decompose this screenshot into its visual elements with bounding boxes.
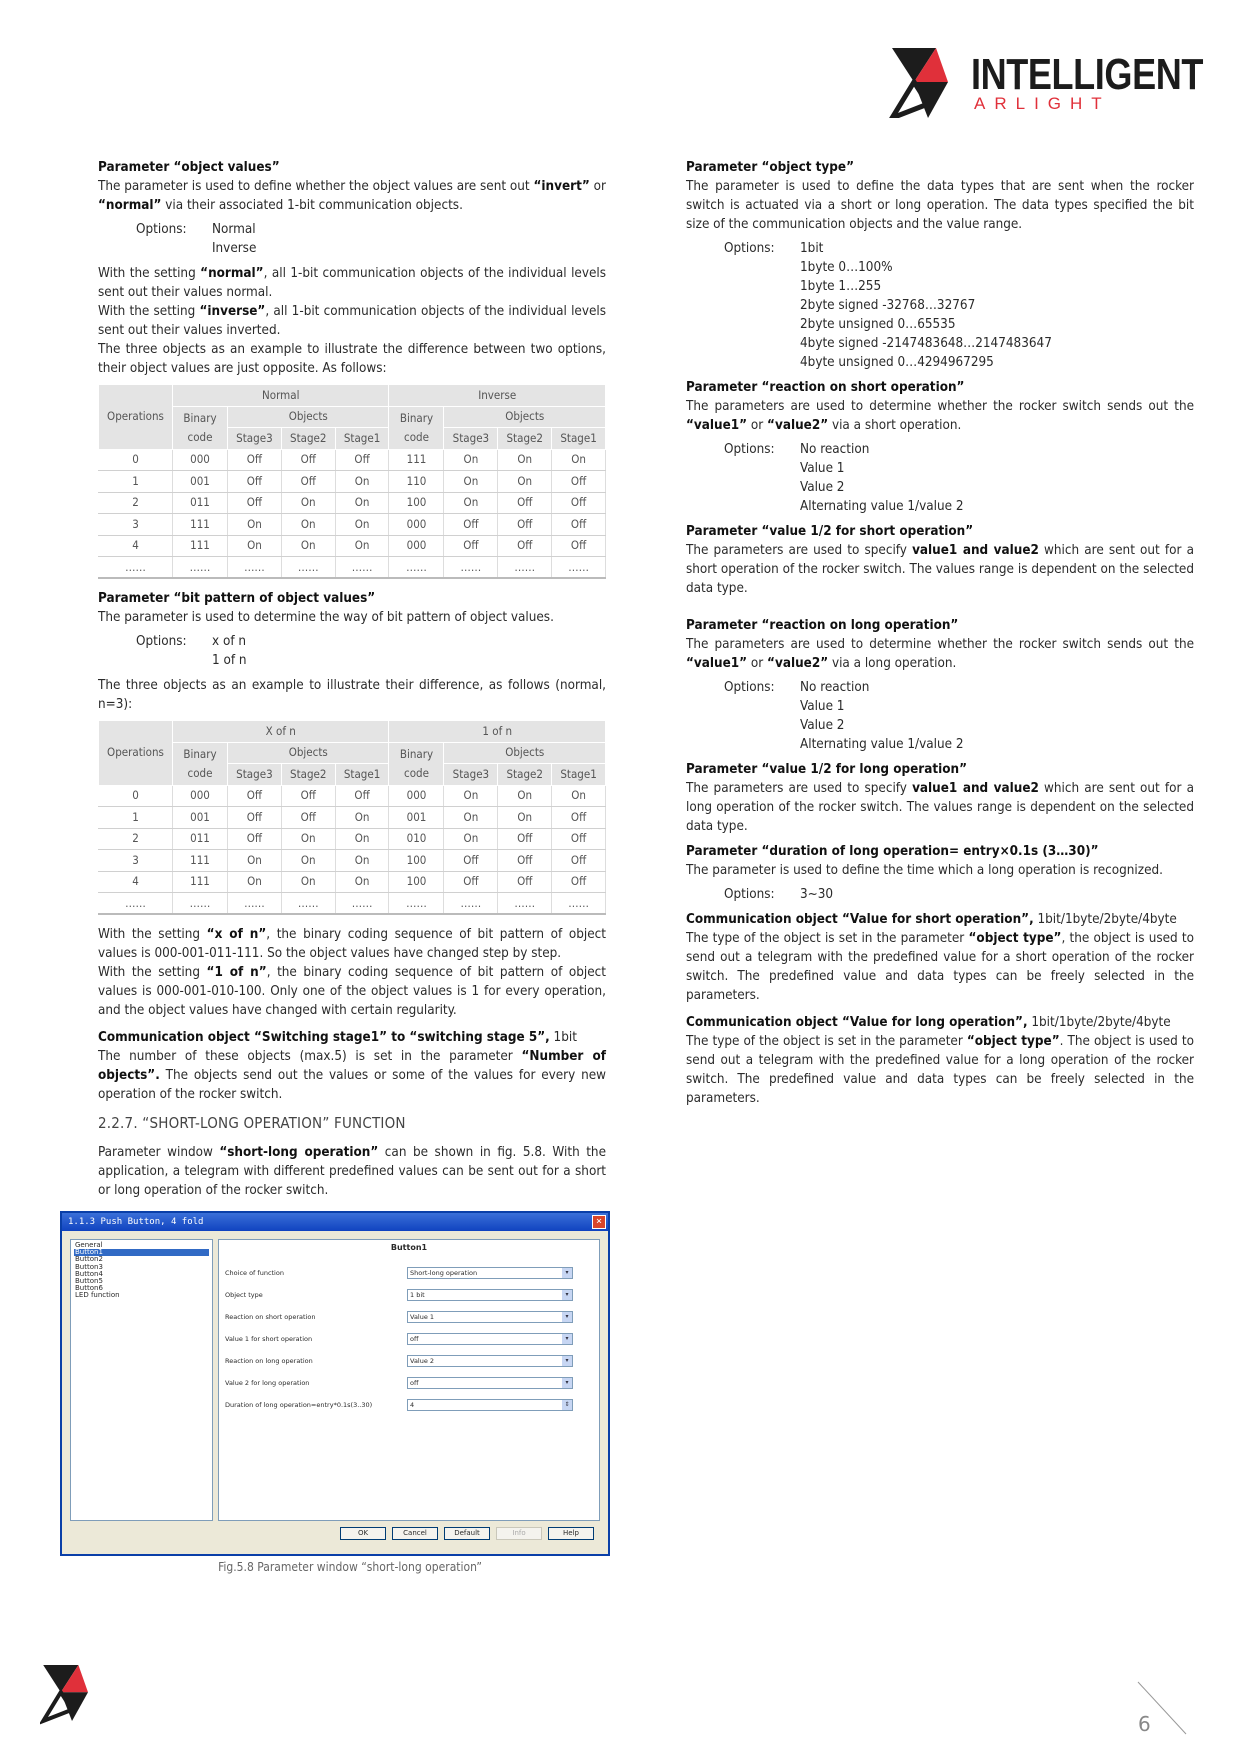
table-cell: …… [99, 557, 173, 579]
table-cell: 000 [173, 449, 228, 471]
table-cell: On [444, 492, 498, 514]
table-cell: …… [335, 557, 389, 579]
table-cell: Off [498, 492, 552, 514]
bit-pattern-desc: The parameter is used to determine the way of bit pattern of object values. [98, 610, 554, 625]
param-row: Value 1 for short operation off ▾ [225, 1333, 595, 1345]
table-cell: …… [173, 893, 228, 915]
switching-stage-object-title: Communication object “Switching stage1” to “switching stage 5”, 1bit [98, 1030, 577, 1045]
table-cell: On [552, 449, 606, 471]
brand-name: INTELLIGENT [971, 50, 1204, 99]
table-cell: …… [99, 893, 173, 915]
table-cell: Off [444, 871, 498, 893]
help-button[interactable]: Help [548, 1527, 594, 1540]
value-long-desc: The parameters are used to specify value1 and value2 which are sent out for a long operation of the rocker switch. The values range is dependent on the selected data type. [686, 781, 1194, 834]
table-cell: Off [444, 850, 498, 872]
duration-long-options: Options: 3~30 [724, 887, 834, 902]
value-short-title: Parameter “value 1/2 for short operation” [686, 524, 974, 539]
spinner-icon[interactable]: ⇕ [562, 1400, 572, 1410]
table-row [99, 514, 606, 536]
table-cell: Off [335, 449, 389, 471]
nav-item-button4[interactable]: Button4 [75, 1269, 103, 1278]
table-row [99, 807, 606, 829]
value-short-desc: The parameters are used to specify value1 and value2 which are sent out for a short operation of the rocker switch. The values range is dependent on the selected data type. [686, 543, 1194, 596]
table-row [99, 893, 606, 915]
table-cell: 0 [99, 785, 173, 807]
table-cell: 111 [173, 514, 228, 536]
table-cell: Off [228, 807, 282, 829]
table-cell: 0 [99, 449, 173, 471]
table-cell: …… [389, 893, 444, 915]
table-cell: Off [228, 449, 282, 471]
duration-long-desc: The parameter is used to define the time which a long operation is recognized. [686, 863, 1163, 878]
table-cell: On [281, 492, 335, 514]
table-cell: Off [228, 471, 282, 493]
table-cell: Off [498, 850, 552, 872]
table-cell: Off [498, 871, 552, 893]
switching-stage-object-desc: The number of these objects (max.5) is set in the parameter “Number of objects”. The objects send out the values or some of the values for every new operation of the rocker switch. [98, 1049, 606, 1102]
table-cell: 111 [173, 850, 228, 872]
table-cell: On [335, 807, 389, 829]
normal-setting-desc: With the setting “normal”, all 1-bit communication objects of the individual levels sent out their values normal. [98, 266, 607, 300]
table-cell: 100 [389, 850, 444, 872]
table-cell: On [498, 471, 552, 493]
table-cell: On [498, 785, 552, 807]
table-row [99, 557, 606, 579]
bit-pattern-title: Parameter “bit pattern of object values” [98, 591, 376, 606]
brand-subname: ARLIGHT [974, 94, 1111, 113]
param-row: Reaction on short operation Value 1 ▾ [225, 1311, 595, 1323]
object-type-options: Options: 1bit 1byte 0…100% 1byte 1…255 2byte signed -32768…32767 2byte unsigned 0…65535 4byte signed -2147483648…2147483647 4byte unsigned 0…4294967295 [724, 241, 1052, 370]
table-cell: On [444, 807, 498, 829]
table-cell: 011 [173, 492, 228, 514]
value-short-object-title: Communication object “Value for short operation”, 1bit/1byte/2byte/4byte [686, 912, 1177, 927]
left-column [98, 158, 606, 1200]
right-column [686, 158, 1194, 1108]
table-cell: 100 [389, 492, 444, 514]
xofn-1ofn-table-body [99, 785, 606, 914]
bit-pattern-options: Options: x of n 1 of n [136, 634, 247, 668]
nav-item-led-function[interactable]: LED function [75, 1291, 120, 1300]
table-cell: …… [552, 557, 606, 579]
xofn-desc: With the setting “x of n”, the binary coding sequence of bit pattern of object values is 000-001-011-111. So the object values have changed step by step. [98, 927, 606, 961]
dialog-parameter-panel [218, 1239, 600, 1521]
table-cell: On [281, 535, 335, 557]
table-cell: 110 [389, 471, 444, 493]
table-cell: 1 [99, 807, 173, 829]
section-title: 2.2.7. “SHORT-LONG OPERATION” FUNCTION [98, 1114, 406, 1132]
table-cell: On [335, 850, 389, 872]
table-cell: …… [281, 893, 335, 915]
table-cell: On [335, 492, 389, 514]
table-cell: Off [228, 492, 282, 514]
table-cell: …… [444, 557, 498, 579]
object-type-title: Parameter “object type” [686, 160, 854, 175]
table-cell: 000 [389, 514, 444, 536]
value-short-object-desc: The type of the object is set in the parameter “object type”, the object is used to send out a telegram with the predefined value for a short operation of the rocker switch. The predefined value and data types can be freely selected in the parameters. [686, 931, 1195, 1003]
chevron-down-icon[interactable]: ▾ [562, 1290, 572, 1300]
table-row [99, 785, 606, 807]
footer-logo-icon [40, 1660, 104, 1730]
table-cell: On [228, 514, 282, 536]
table-cell: Off [228, 785, 282, 807]
default-button[interactable]: Default [444, 1527, 490, 1540]
param-select[interactable]: Value 2 ▾ [407, 1355, 573, 1367]
param-select[interactable]: off ▾ [407, 1377, 573, 1389]
table-cell: …… [228, 557, 282, 579]
table-cell: …… [444, 893, 498, 915]
table-cell: 001 [173, 807, 228, 829]
table-cell: Off [552, 828, 606, 850]
param-select[interactable]: off ▾ [407, 1333, 573, 1345]
value-long-object-desc: The type of the object is set in the parameter “object type”. The object is used to send out a telegram with the predefined value for a long operation of the rocker switch. The predefined value and data types can be freely selected in the parameters. [686, 1034, 1194, 1106]
close-icon[interactable]: × [592, 1215, 606, 1229]
table-cell: On [444, 471, 498, 493]
table-row [99, 492, 606, 514]
param-stepper[interactable]: 4 ⇕ [407, 1399, 573, 1411]
dialog-titlebar: 1.1.3 Push Button, 4 fold × [62, 1213, 608, 1231]
cancel-button[interactable]: Cancel [392, 1527, 438, 1540]
nav-item-button6[interactable]: Button6 [75, 1284, 103, 1293]
table-cell: On [498, 449, 552, 471]
table-cell: 1 [99, 471, 173, 493]
table-cell: On [444, 785, 498, 807]
table-cell: Off [552, 492, 606, 514]
table-cell: Off [498, 514, 552, 536]
table-cell: Off [552, 850, 606, 872]
object-values-title: Parameter “object values” [98, 160, 280, 175]
table-cell: 3 [99, 850, 173, 872]
table-cell: Off [552, 471, 606, 493]
xofn-1ofn-table: Operations X of n 1 of n Binary code Objects Binary code Objects Stage3 Stage2 Stage1 Stage3 Stage2 Stage1 0 000 Off Off Off 000 On On On 1 001 Off Off On 001 On On Off 2 011 Off On On 010 On Off Off 3 111 On On On 100 Off Off Off 4 111 On On On 100 Off Off Off …… …… …… …… …… …… …… …… …… [98, 720, 606, 915]
reaction-short-options: Options: No reaction Value 1 Value 2 Alternating value 1/value 2 [724, 442, 964, 514]
table-cell: Off [281, 785, 335, 807]
table-cell: On [228, 871, 282, 893]
normal-inverse-table-body [99, 449, 606, 578]
dialog-nav-list [70, 1239, 213, 1521]
nav-item-general[interactable]: General [75, 1241, 103, 1249]
nav-item-button1[interactable]: Button1 [74, 1249, 209, 1256]
table-cell: …… [228, 893, 282, 915]
table-cell: On [281, 850, 335, 872]
table-cell: On [444, 449, 498, 471]
chevron-down-icon[interactable]: ▾ [562, 1356, 572, 1366]
brand-logo [888, 48, 1204, 118]
table-cell: Off [281, 807, 335, 829]
table-cell: On [281, 871, 335, 893]
param-select[interactable]: Short-long operation ▾ [407, 1267, 573, 1279]
param-select[interactable]: Value 1 ▾ [407, 1311, 573, 1323]
example-intro: The three objects as an example to illustrate the difference between two options, their object values are just opposite. As follows: [98, 342, 606, 376]
info-button[interactable]: Info [496, 1527, 542, 1540]
table-cell: 001 [173, 471, 228, 493]
table-cell: Off [281, 471, 335, 493]
reaction-long-options: Options: No reaction Value 1 Value 2 Alternating value 1/value 2 [724, 680, 964, 752]
table-row [99, 449, 606, 471]
table-cell: Off [552, 535, 606, 557]
logo-mark-icon [888, 48, 968, 118]
nav-item-button3[interactable]: Button3 [75, 1262, 103, 1271]
reaction-short-desc: The parameters are used to determine whether the rocker switch sends out the “value1” or “value2” via a short operation. [686, 399, 1194, 433]
table-cell: Off [228, 828, 282, 850]
table-cell: On [335, 871, 389, 893]
param-row: Reaction on long operation Value 2 ▾ [225, 1355, 595, 1367]
table-cell: 111 [173, 871, 228, 893]
inverse-setting-desc: With the setting “inverse”, all 1-bit communication objects of the individual levels sent out their values inverted. [98, 304, 607, 338]
table-cell: 111 [173, 535, 228, 557]
object-type-desc: The parameter is used to define the data types that are sent when the rocker switch is actuated via a short or long operation. The data types specified the bit size of the communication objects and the value range. [686, 179, 1194, 232]
table-cell: On [498, 807, 552, 829]
table-cell: On [444, 828, 498, 850]
table-cell: On [281, 514, 335, 536]
table-cell: 4 [99, 535, 173, 557]
table-cell: On [335, 828, 389, 850]
table-cell: 000 [173, 785, 228, 807]
table-cell: 000 [389, 785, 444, 807]
table-cell: Off [552, 871, 606, 893]
short-long-intro: Parameter window “short-long operation” can be shown in fig. 5.8. With the application, a telegram with different predefined values can be sent out for a short or long operation of the rocker switch. [98, 1145, 606, 1198]
table-cell: On [335, 471, 389, 493]
table-cell: On [228, 850, 282, 872]
table-cell: …… [389, 557, 444, 579]
table-cell: On [281, 828, 335, 850]
reaction-short-title: Parameter “reaction on short operation” [686, 380, 965, 395]
reaction-long-desc: The parameters are used to determine whether the rocker switch sends out the “value1” or “value2” via a long operation. [686, 637, 1194, 671]
table-cell: Off [552, 807, 606, 829]
param-row: Object type 1 bit ▾ [225, 1289, 595, 1301]
chevron-down-icon[interactable]: ▾ [562, 1268, 572, 1278]
table-row [99, 471, 606, 493]
table-row [99, 828, 606, 850]
table-cell: On [335, 535, 389, 557]
table-cell: Off [281, 449, 335, 471]
param-row: Value 2 for long operation off ▾ [225, 1377, 595, 1389]
table-cell: …… [335, 893, 389, 915]
nav-item-button5[interactable]: Button5 [75, 1277, 103, 1286]
chevron-down-icon[interactable]: ▾ [562, 1378, 572, 1388]
table-cell: 100 [389, 871, 444, 893]
value-long-title: Parameter “value 1/2 for long operation” [686, 762, 968, 777]
chevron-down-icon[interactable]: ▾ [562, 1334, 572, 1344]
reaction-long-title: Parameter “reaction on long operation” [686, 618, 959, 633]
chevron-down-icon[interactable]: ▾ [562, 1312, 572, 1322]
page-number: 6 [1138, 1712, 1151, 1736]
table-row [99, 871, 606, 893]
table-cell: 000 [389, 535, 444, 557]
table-cell: …… [552, 893, 606, 915]
param-row: Duration of long operation=entry*0.1s(3..30) 4 ⇕ [225, 1399, 595, 1411]
table-row [99, 850, 606, 872]
duration-long-title: Parameter “duration of long operation= entry×0.1s (3…30)” [686, 844, 1099, 859]
ok-button[interactable]: OK [340, 1527, 386, 1540]
param-select[interactable]: 1 bit ▾ [407, 1289, 573, 1301]
table-cell: 2 [99, 492, 173, 514]
figure-caption: Fig.5.8 Parameter window “short-long operation” [218, 1560, 482, 1574]
table-cell: On [552, 785, 606, 807]
table-cell: On [228, 535, 282, 557]
table-cell: 4 [99, 871, 173, 893]
table-cell: …… [281, 557, 335, 579]
param-row: Choice of function Short-long operation ▾ [225, 1267, 595, 1279]
table-cell: Off [444, 535, 498, 557]
table-cell: 001 [389, 807, 444, 829]
panel-title: Button1 [390, 1243, 428, 1252]
table-cell: Off [444, 514, 498, 536]
bit-pattern-example: The three objects as an example to illustrate their difference, as follows (normal, n=3): [98, 678, 606, 712]
table-cell: 3 [99, 514, 173, 536]
table-row [99, 535, 606, 557]
table-cell: …… [498, 893, 552, 915]
nav-item-button2[interactable]: Button2 [75, 1255, 103, 1264]
value-long-object-title: Communication object “Value for long operation”, 1bit/1byte/2byte/4byte [686, 1015, 1171, 1030]
table-cell: …… [498, 557, 552, 579]
table-cell: 011 [173, 828, 228, 850]
table-cell: 111 [389, 449, 444, 471]
object-values-options: Options: Normal Inverse [136, 222, 257, 256]
dialog-buttons [62, 1527, 608, 1540]
table-cell: 2 [99, 828, 173, 850]
table-cell: Off [335, 785, 389, 807]
table-cell: On [335, 514, 389, 536]
table-cell: …… [173, 557, 228, 579]
normal-inverse-table: Operations Normal Inverse Binary code Objects Binary code Objects Stage3 Stage2 Stage1 Stage3 Stage2 Stage1 0 000 Off Off Off 111 On On On 1 001 Off Off On 110 On On Off 2 011 Off On On 100 On Off Off 3 111 On On On 000 Off Off Off 4 111 On On On 000 Off Off Off …… …… …… …… …… …… …… …… …… [98, 384, 606, 579]
table-cell: Off [498, 535, 552, 557]
parameter-window-screenshot [60, 1211, 610, 1556]
table-cell: Off [552, 514, 606, 536]
object-values-desc: The parameter is used to define whether the object values are sent out “invert” or “normal” via their associated 1-bit communication objects. [98, 179, 606, 213]
1ofn-desc: With the setting “1 of n”, the binary coding sequence of bit pattern of object values is 000-001-010-100. Only one of the object values is 1 for every operation, and the object values have changed with certain regularity. [98, 965, 606, 1018]
table-cell: 010 [389, 828, 444, 850]
table-cell: Off [498, 828, 552, 850]
